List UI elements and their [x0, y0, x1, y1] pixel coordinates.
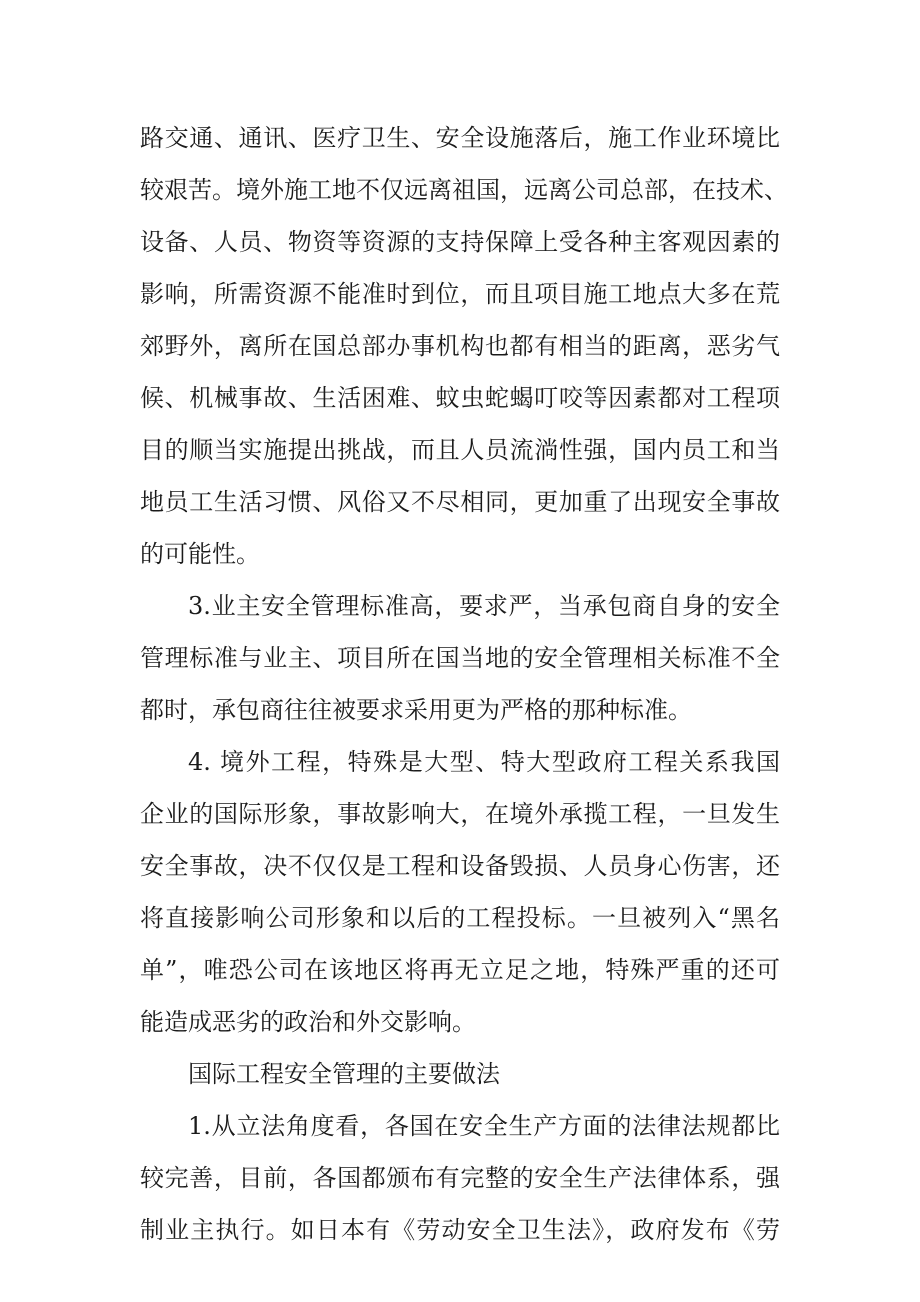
section-heading: 国际工程安全管理的主要做法 [188, 1060, 500, 1088]
text-line: 1.从立法角度看，各国在安全生产方面的法律法规都比 [188, 1112, 780, 1140]
text-line: 设备、人员、物资等资源的支持保障上受各种主客观因素的 [140, 228, 780, 256]
text-line: 候、机械事故、生活困难、蚊虫蛇蝎叮咬等因素都对工程项 [140, 384, 780, 412]
text-line: 地员工生活习惯、风俗又不尽相同，更加重了出现安全事故 [140, 488, 780, 516]
text-line: 路交通、通讯、医疗卫生、安全设施落后，施工作业环境比 [140, 124, 780, 152]
text-line: 能造成恶劣的政治和外交影响。 [140, 1008, 476, 1036]
text-line: 3.业主安全管理标准高，要求严，当承包商自身的安全 [188, 592, 780, 620]
text-line: 单”，唯恐公司在该地区将再无立足之地，特殊严重的还可 [140, 956, 780, 984]
text-line: 都时，承包商往往被要求采用更为严格的那种标准。 [140, 696, 692, 724]
text-line: 郊野外，离所在国总部办事机构也都有相当的距离，恶劣气 [140, 332, 780, 360]
text-line: 的可能性。 [140, 540, 260, 568]
text-line: 目的顺当实施提出挑战，而且人员流淌性强，国内员工和当 [140, 436, 780, 464]
text-line: 将直接影响公司形象和以后的工程投标。一旦被列入“黑名 [140, 904, 780, 932]
text-line: 较完善，目前，各国都颁布有完整的安全生产法律体系，强 [140, 1164, 780, 1192]
text-line: 影响，所需资源不能准时到位，而且项目施工地点大多在荒 [140, 280, 780, 308]
text-line: 企业的国际形象，事故影响大，在境外承揽工程，一旦发生 [140, 800, 780, 828]
text-line: 4. 境外工程，特殊是大型、特大型政府工程关系我国 [188, 748, 780, 776]
text-line: 较艰苦。境外施工地不仅远离祖国，远离公司总部，在技术、 [140, 176, 788, 204]
text-line: 制业主执行。如日本有《劳动安全卫生法》，政府发布《劳 [140, 1216, 780, 1244]
text-line: 安全事故，决不仅仅是工程和设备毁损、人员身心伤害，还 [140, 852, 780, 880]
text-line: 管理标准与业主、项目所在国当地的安全管理相关标准不全 [140, 644, 780, 672]
